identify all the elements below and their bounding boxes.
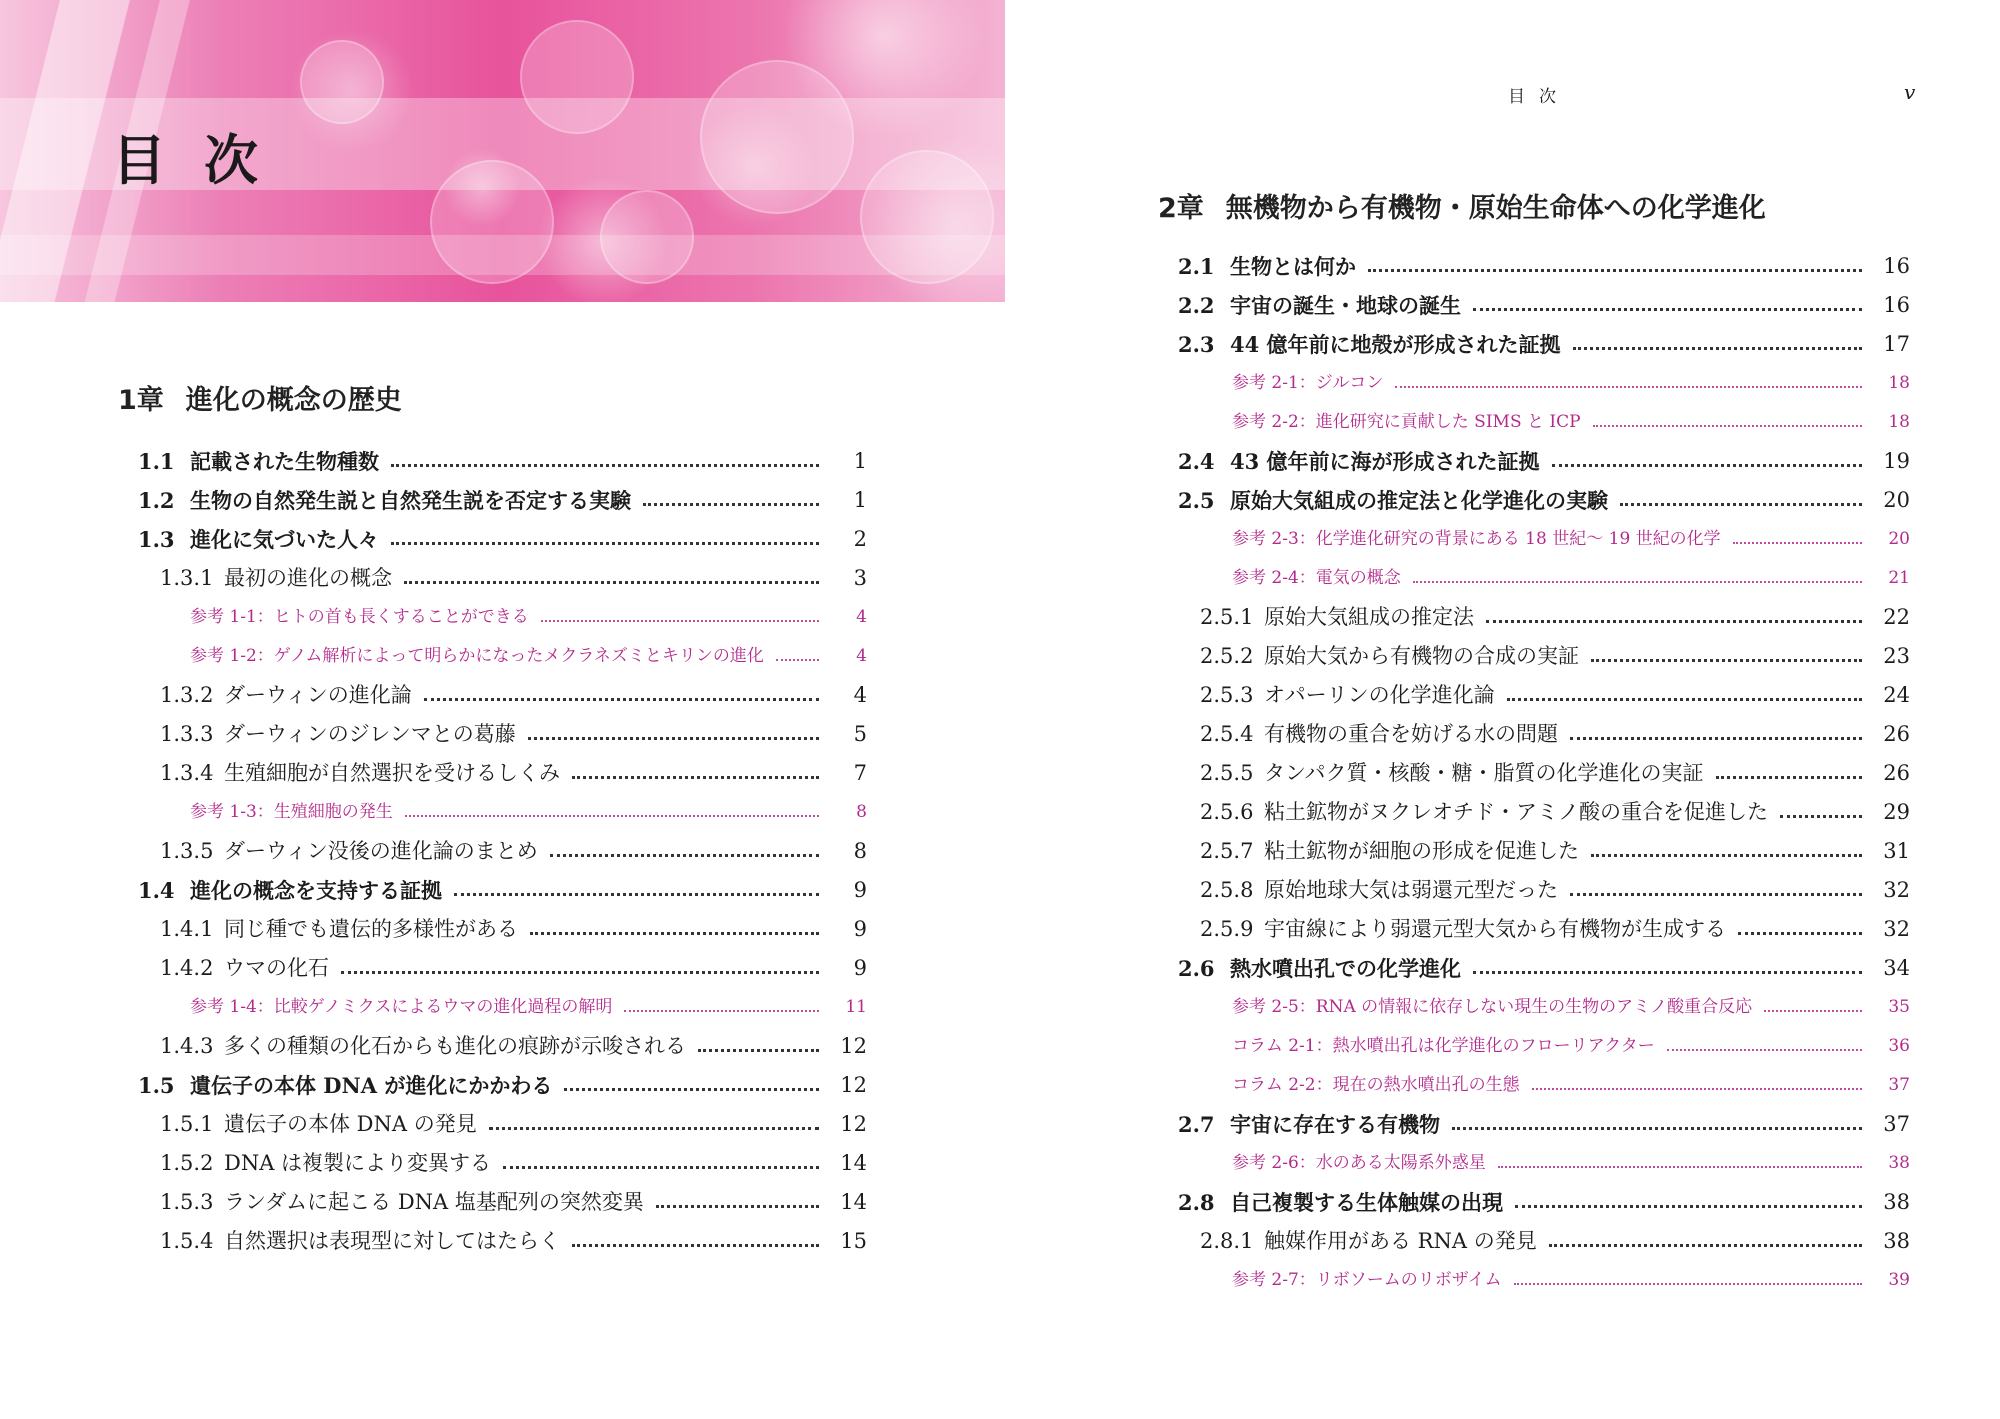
toc-leader-dots (572, 1230, 819, 1247)
toc-page-number: 9 (853, 956, 867, 980)
toc-page-number: 12 (840, 1034, 867, 1058)
toc-entry-title: 多くの種類の化石からも進化の痕跡が示唆される (224, 1034, 686, 1058)
toc-leader-dots (564, 1074, 819, 1091)
toc-entry-title: オパーリンの化学進化論 (1264, 683, 1495, 707)
toc-section-entry (1000, 286, 2000, 325)
toc-entry-title: 自己複製する生体触媒の出現 (1230, 1190, 1503, 1215)
toc-entry-title: 原始大気から有機物の合成の実証 (1264, 644, 1579, 668)
toc-leader-dots (1549, 1230, 1862, 1247)
toc-entry-number: 1.5.1 (160, 1112, 214, 1136)
toc-subsection-entry (0, 1183, 1000, 1222)
chapter-title: 進化の概念の歴史 (185, 385, 402, 416)
toc-leader-dots (1573, 333, 1862, 350)
toc-leader-dots (1716, 762, 1862, 779)
toc-page-number: 18 (1888, 412, 1910, 432)
toc-page-number: 5 (853, 722, 867, 746)
toc-entry-number: 1.3.2 (160, 683, 214, 707)
toc-reference-entry (0, 988, 1000, 1027)
toc-reference-entry (0, 598, 1000, 637)
toc-leader-dots (541, 606, 819, 622)
toc-entry-number: 2.5 (1178, 488, 1215, 513)
toc-subsection-entry (0, 676, 1000, 715)
toc-page-number: 37 (1883, 1112, 1910, 1136)
toc-leader-dots (1514, 1269, 1862, 1285)
toc-entry-title: 参考 2-7：リボソームのリボザイム (1232, 1270, 1502, 1290)
toc-entry-title: 進化に気づいた人々 (190, 527, 379, 552)
toc-entry-number: 2.4 (1178, 449, 1215, 474)
toc-reference-entry (0, 637, 1000, 676)
toc-subsection-entry (1000, 910, 2000, 949)
toc-page-number: 19 (1883, 449, 1910, 473)
toc-entry-title: 参考 1-1：ヒトの首も長くすることができる (190, 607, 529, 627)
toc-page-number: 12 (840, 1112, 867, 1136)
toc-entry-title: 44 億年前に地殻が形成された証拠 (1230, 332, 1561, 357)
toc-leader-dots (1413, 567, 1862, 583)
toc-page-number: 34 (1883, 956, 1910, 980)
toc-page-number: 2 (853, 527, 867, 551)
toc-page-number: 14 (840, 1190, 867, 1214)
toc-subsection-entry (1000, 1222, 2000, 1261)
toc-entry-number: 1.4.2 (160, 956, 214, 980)
toc-leader-dots (1764, 996, 1862, 1012)
toc-page-number: 7 (853, 761, 867, 785)
toc-leader-dots (1780, 801, 1862, 818)
toc-page-number: 21 (1888, 568, 1910, 588)
toc-leader-dots (1620, 489, 1862, 506)
page-title: 目次 (112, 129, 296, 192)
toc-entry-number: 1.3.3 (160, 722, 214, 746)
toc-page-number: 11 (845, 997, 867, 1017)
toc-entry-title: 同じ種でも遺伝的多様性がある (224, 917, 518, 941)
toc-page-number: 37 (1888, 1075, 1910, 1095)
toc-entry-title: 粘土鉱物がヌクレオチド・アミノ酸の重合を促進した (1264, 800, 1768, 824)
toc-reference-entry (1000, 559, 2000, 598)
toc-section-entry (1000, 247, 2000, 286)
toc-leader-dots (1498, 1152, 1862, 1168)
toc-entry-title: 遺伝子の本体 DNA が進化にかかわる (190, 1073, 553, 1098)
toc-section-entry (0, 442, 1000, 481)
toc-leader-dots (1368, 255, 1862, 272)
toc-page-number: 4 (856, 646, 867, 666)
toc-page-number: 4 (853, 683, 867, 707)
toc-entry-title: ダーウィンのジレンマとの葛藤 (224, 722, 516, 746)
toc-entry-number: 1.5.4 (160, 1229, 214, 1253)
toc-page-number: 18 (1888, 373, 1910, 393)
toc-subsection-entry (0, 559, 1000, 598)
toc-entry-number: 2.5.9 (1200, 917, 1254, 941)
toc-entry-number: 2.7 (1178, 1112, 1215, 1137)
toc-reference-entry (1000, 1261, 2000, 1300)
toc-leader-dots (572, 762, 819, 779)
toc-reference-entry (1000, 988, 2000, 1027)
toc-subsection-entry (0, 1105, 1000, 1144)
toc-entry-title: 自然選択は表現型に対してはたらく (224, 1229, 560, 1253)
toc-reference-entry (1000, 403, 2000, 442)
toc-entry-title: 進化の概念を支持する証拠 (190, 878, 442, 903)
bokeh-circle (600, 190, 694, 284)
toc-page-number: 3 (853, 566, 867, 590)
toc-entry-title: ダーウィンの進化論 (224, 683, 412, 707)
toc-page-number: 1 (853, 449, 867, 473)
toc-leader-dots (698, 1035, 819, 1052)
toc-page-number: 38 (1883, 1229, 1910, 1253)
toc-entry-title: 粘土鉱物が細胞の形成を促進した (1264, 839, 1579, 863)
toc-entry-number: 1.3.1 (160, 566, 214, 590)
toc-leader-dots (530, 918, 819, 935)
title-banner (0, 0, 1005, 302)
toc-entry-number: 2.5.3 (1200, 683, 1254, 707)
toc-page-number: 22 (1883, 605, 1910, 629)
toc-subsection-entry (1000, 715, 2000, 754)
toc-subsection-entry (0, 1144, 1000, 1183)
toc-subsection-entry (0, 832, 1000, 871)
toc-entry-number: 1.5.3 (160, 1190, 214, 1214)
toc-entry-title: 宇宙の誕生・地球の誕生 (1230, 293, 1461, 318)
toc-page-number: 17 (1883, 332, 1910, 356)
toc-leader-dots (405, 801, 819, 817)
toc-leader-dots (391, 450, 819, 467)
toc-leader-dots (424, 684, 819, 701)
toc-reference-entry (1000, 1027, 2000, 1066)
toc-entry-title: 遺伝子の本体 DNA の発見 (224, 1112, 477, 1136)
toc-reference-entry (1000, 364, 2000, 403)
toc-entry-number: 1.3.5 (160, 839, 214, 863)
toc-page-number: 36 (1888, 1036, 1910, 1056)
toc-section-entry (1000, 481, 2000, 520)
toc-page-number: 32 (1883, 917, 1910, 941)
toc-reference-entry (1000, 520, 2000, 559)
toc-page-number: 12 (840, 1073, 867, 1097)
toc-page-number: 8 (856, 802, 867, 822)
toc-section-entry (1000, 949, 2000, 988)
toc-leader-dots (1733, 528, 1862, 544)
toc-entry-title: 参考 2-1：ジルコン (1232, 373, 1384, 393)
toc-page-number: 32 (1883, 878, 1910, 902)
toc-entry-number: 2.5.6 (1200, 800, 1254, 824)
toc-entry-number: 1.1 (138, 449, 175, 474)
toc-page-number: 26 (1883, 761, 1910, 785)
toc-entry-title: DNA は複製により変異する (224, 1151, 492, 1175)
toc-leader-dots (643, 489, 819, 506)
toc-page-number: 20 (1888, 529, 1910, 549)
toc-page-number: 16 (1883, 254, 1910, 278)
toc-page-number: 8 (853, 839, 867, 863)
toc-leader-dots (776, 645, 819, 661)
toc-entry-title: 宇宙線により弱還元型大気から有機物が生成する (1264, 917, 1726, 941)
toc-entry-title: 生殖細胞が自然選択を受けるしくみ (224, 761, 560, 785)
toc-subsection-entry (1000, 676, 2000, 715)
toc-section-entry (1000, 325, 2000, 364)
toc-leader-dots (404, 567, 819, 584)
toc-reference-entry (1000, 1066, 2000, 1105)
toc-section-entry (1000, 1183, 2000, 1222)
toc-entry-title: 原始大気組成の推定法 (1264, 605, 1474, 629)
toc-leader-dots (1515, 1191, 1862, 1208)
toc-subsection-entry (1000, 598, 2000, 637)
toc-subsection-entry (0, 949, 1000, 988)
toc-entry-title: コラム 2-1：熱水噴出孔は化学進化のフローリアクター (1232, 1036, 1655, 1056)
toc-leader-dots (1570, 723, 1862, 740)
toc-entry-title: ダーウィン没後の進化論のまとめ (224, 839, 538, 863)
toc-entry-title: 参考 1-4：比較ゲノミクスによるウマの進化過程の解明 (190, 997, 613, 1017)
chapter-heading (1158, 186, 1766, 225)
toc-page-number: 4 (856, 607, 867, 627)
toc-page-number: 35 (1888, 997, 1910, 1017)
bokeh-circle (860, 150, 994, 284)
toc-entry-title: 参考 1-3：生殖細胞の発生 (190, 802, 393, 822)
toc-entry-number: 2.3 (1178, 332, 1215, 357)
toc-subsection-entry (0, 715, 1000, 754)
toc-entry-title: 原始地球大気は弱還元型だった (1264, 878, 1558, 902)
toc-entry-title: 有機物の重合を妨げる水の問題 (1264, 722, 1558, 746)
toc-entry-number: 1.4.3 (160, 1034, 214, 1058)
toc-entry-title: 参考 2-2：進化研究に貢献した SIMS と ICP (1232, 412, 1581, 432)
toc-entry-title: 参考 2-5：RNA の情報に依存しない現生の生物のアミノ酸重合反応 (1232, 997, 1753, 1017)
toc-entry-title: 生物とは何か (1230, 254, 1356, 279)
toc-leader-dots (1473, 957, 1862, 974)
toc-page-number: 14 (840, 1151, 867, 1175)
page-number: v (1904, 80, 1916, 104)
toc-subsection-entry (0, 910, 1000, 949)
toc-leader-dots (1552, 450, 1862, 467)
toc-leader-dots (1738, 918, 1862, 935)
toc-entry-number: 1.5.2 (160, 1151, 214, 1175)
toc-section-entry (0, 871, 1000, 910)
toc-entry-title: ランダムに起こる DNA 塩基配列の突然変異 (224, 1190, 644, 1214)
toc-entry-number: 1.2 (138, 488, 175, 513)
toc-leader-dots (1667, 1035, 1862, 1051)
toc-reference-entry (1000, 1144, 2000, 1183)
toc-subsection-entry (0, 1222, 1000, 1261)
toc-subsection-entry (1000, 793, 2000, 832)
chapter-number: 1章 (118, 385, 164, 416)
toc-page-number: 20 (1883, 488, 1910, 512)
toc-leader-dots (1452, 1113, 1862, 1130)
bokeh-circle (700, 60, 854, 214)
toc-entry-number: 2.1 (1178, 254, 1215, 279)
toc-entry-title: 参考 2-3：化学進化研究の背景にある 18 世紀～ 19 世紀の化学 (1232, 529, 1721, 549)
toc-page-number: 31 (1883, 839, 1910, 863)
toc-entry-number: 1.3.4 (160, 761, 214, 785)
toc-leader-dots (528, 723, 819, 740)
toc-entry-number: 2.6 (1178, 956, 1215, 981)
toc-subsection-entry (1000, 832, 2000, 871)
chapter-number: 2章 (1158, 193, 1204, 224)
toc-section-entry (1000, 442, 2000, 481)
toc-leader-dots (1473, 294, 1862, 311)
toc-entry-number: 1.5 (138, 1073, 175, 1098)
toc-subsection-entry (1000, 637, 2000, 676)
bokeh-circle (520, 20, 634, 134)
toc-entry-title: 参考 1-2：ゲノム解析によって明らかになったメクラネズミとキリンの進化 (190, 646, 764, 666)
toc-entry-title: コラム 2-2：現在の熱水噴出孔の生態 (1232, 1075, 1520, 1095)
toc-page-number: 23 (1883, 644, 1910, 668)
toc-entry-title: 触媒作用がある RNA の発見 (1264, 1229, 1537, 1253)
bokeh-circle (430, 160, 554, 284)
toc-reference-entry (0, 793, 1000, 832)
toc-entry-title: 記載された生物種数 (190, 449, 379, 474)
toc-leader-dots (1486, 606, 1862, 623)
toc-entry-title: 生物の自然発生説と自然発生説を否定する実験 (190, 488, 631, 513)
toc-leader-dots (454, 879, 819, 896)
toc-entry-title: タンパク質・核酸・糖・脂質の化学進化の実証 (1264, 761, 1704, 785)
toc-leader-dots (656, 1191, 819, 1208)
toc-entry-number: 2.8.1 (1200, 1229, 1254, 1253)
toc-entry-number: 2.5.7 (1200, 839, 1254, 863)
toc-entry-number: 2.5.1 (1200, 605, 1254, 629)
toc-leader-dots (503, 1152, 819, 1169)
toc-entry-number: 2.8 (1178, 1190, 1215, 1215)
toc-entry-number: 2.5.5 (1200, 761, 1254, 785)
toc-entry-title: ウマの化石 (224, 956, 329, 980)
toc-leader-dots (391, 528, 819, 545)
toc-page-number: 1 (853, 488, 867, 512)
toc-entry-number: 1.4 (138, 878, 175, 903)
toc-entry-number: 2.5.4 (1200, 722, 1254, 746)
toc-page-number: 29 (1883, 800, 1910, 824)
toc-page-number: 9 (853, 878, 867, 902)
toc-page-number: 38 (1883, 1190, 1910, 1214)
bokeh-circle (300, 40, 384, 124)
toc-entry-number: 1.3 (138, 527, 175, 552)
toc-leader-dots (1395, 372, 1862, 388)
toc-page-number: 38 (1888, 1153, 1910, 1173)
toc-entry-title: 参考 2-4：電気の概念 (1232, 568, 1401, 588)
toc-leader-dots (1532, 1074, 1862, 1090)
toc-entry-title: 宇宙に存在する有機物 (1230, 1112, 1440, 1137)
toc-entry-number: 2.2 (1178, 293, 1215, 318)
toc-section-entry (0, 481, 1000, 520)
toc-entry-title: 43 億年前に海が形成された証拠 (1230, 449, 1540, 474)
toc-page-number: 39 (1888, 1270, 1910, 1290)
toc-entry-title: 最初の進化の概念 (224, 566, 392, 590)
toc-page-number: 16 (1883, 293, 1910, 317)
toc-subsection-entry (1000, 754, 2000, 793)
toc-leader-dots (341, 957, 819, 974)
toc-page-number: 26 (1883, 722, 1910, 746)
toc-entry-title: 原始大気組成の推定法と化学進化の実験 (1230, 488, 1608, 513)
chapter-title: 無機物から有機物・原始生命体への化学進化 (1225, 193, 1766, 224)
toc-section-entry (1000, 1105, 2000, 1144)
toc-page-number: 9 (853, 917, 867, 941)
toc-page-number: 15 (840, 1229, 867, 1253)
toc-leader-dots (1593, 411, 1862, 427)
chapter-heading (118, 378, 402, 417)
toc-leader-dots (489, 1113, 819, 1130)
toc-page-number: 24 (1883, 683, 1910, 707)
toc-leader-dots (624, 996, 819, 1012)
toc-leader-dots (1591, 645, 1862, 662)
toc-entry-title: 参考 2-6：水のある太陽系外惑星 (1232, 1153, 1486, 1173)
toc-section-entry (0, 1066, 1000, 1105)
toc-subsection-entry (1000, 871, 2000, 910)
running-head: 目次 (1508, 87, 1570, 107)
toc-entry-title: 熱水噴出孔での化学進化 (1230, 956, 1461, 981)
toc-leader-dots (1591, 840, 1862, 857)
toc-leader-dots (550, 840, 819, 857)
toc-entry-number: 2.5.8 (1200, 878, 1254, 902)
toc-subsection-entry (0, 1027, 1000, 1066)
toc-subsection-entry (0, 754, 1000, 793)
toc-leader-dots (1507, 684, 1862, 701)
toc-leader-dots (1570, 879, 1862, 896)
toc-entry-number: 1.4.1 (160, 917, 214, 941)
toc-entry-number: 2.5.2 (1200, 644, 1254, 668)
toc-section-entry (0, 520, 1000, 559)
